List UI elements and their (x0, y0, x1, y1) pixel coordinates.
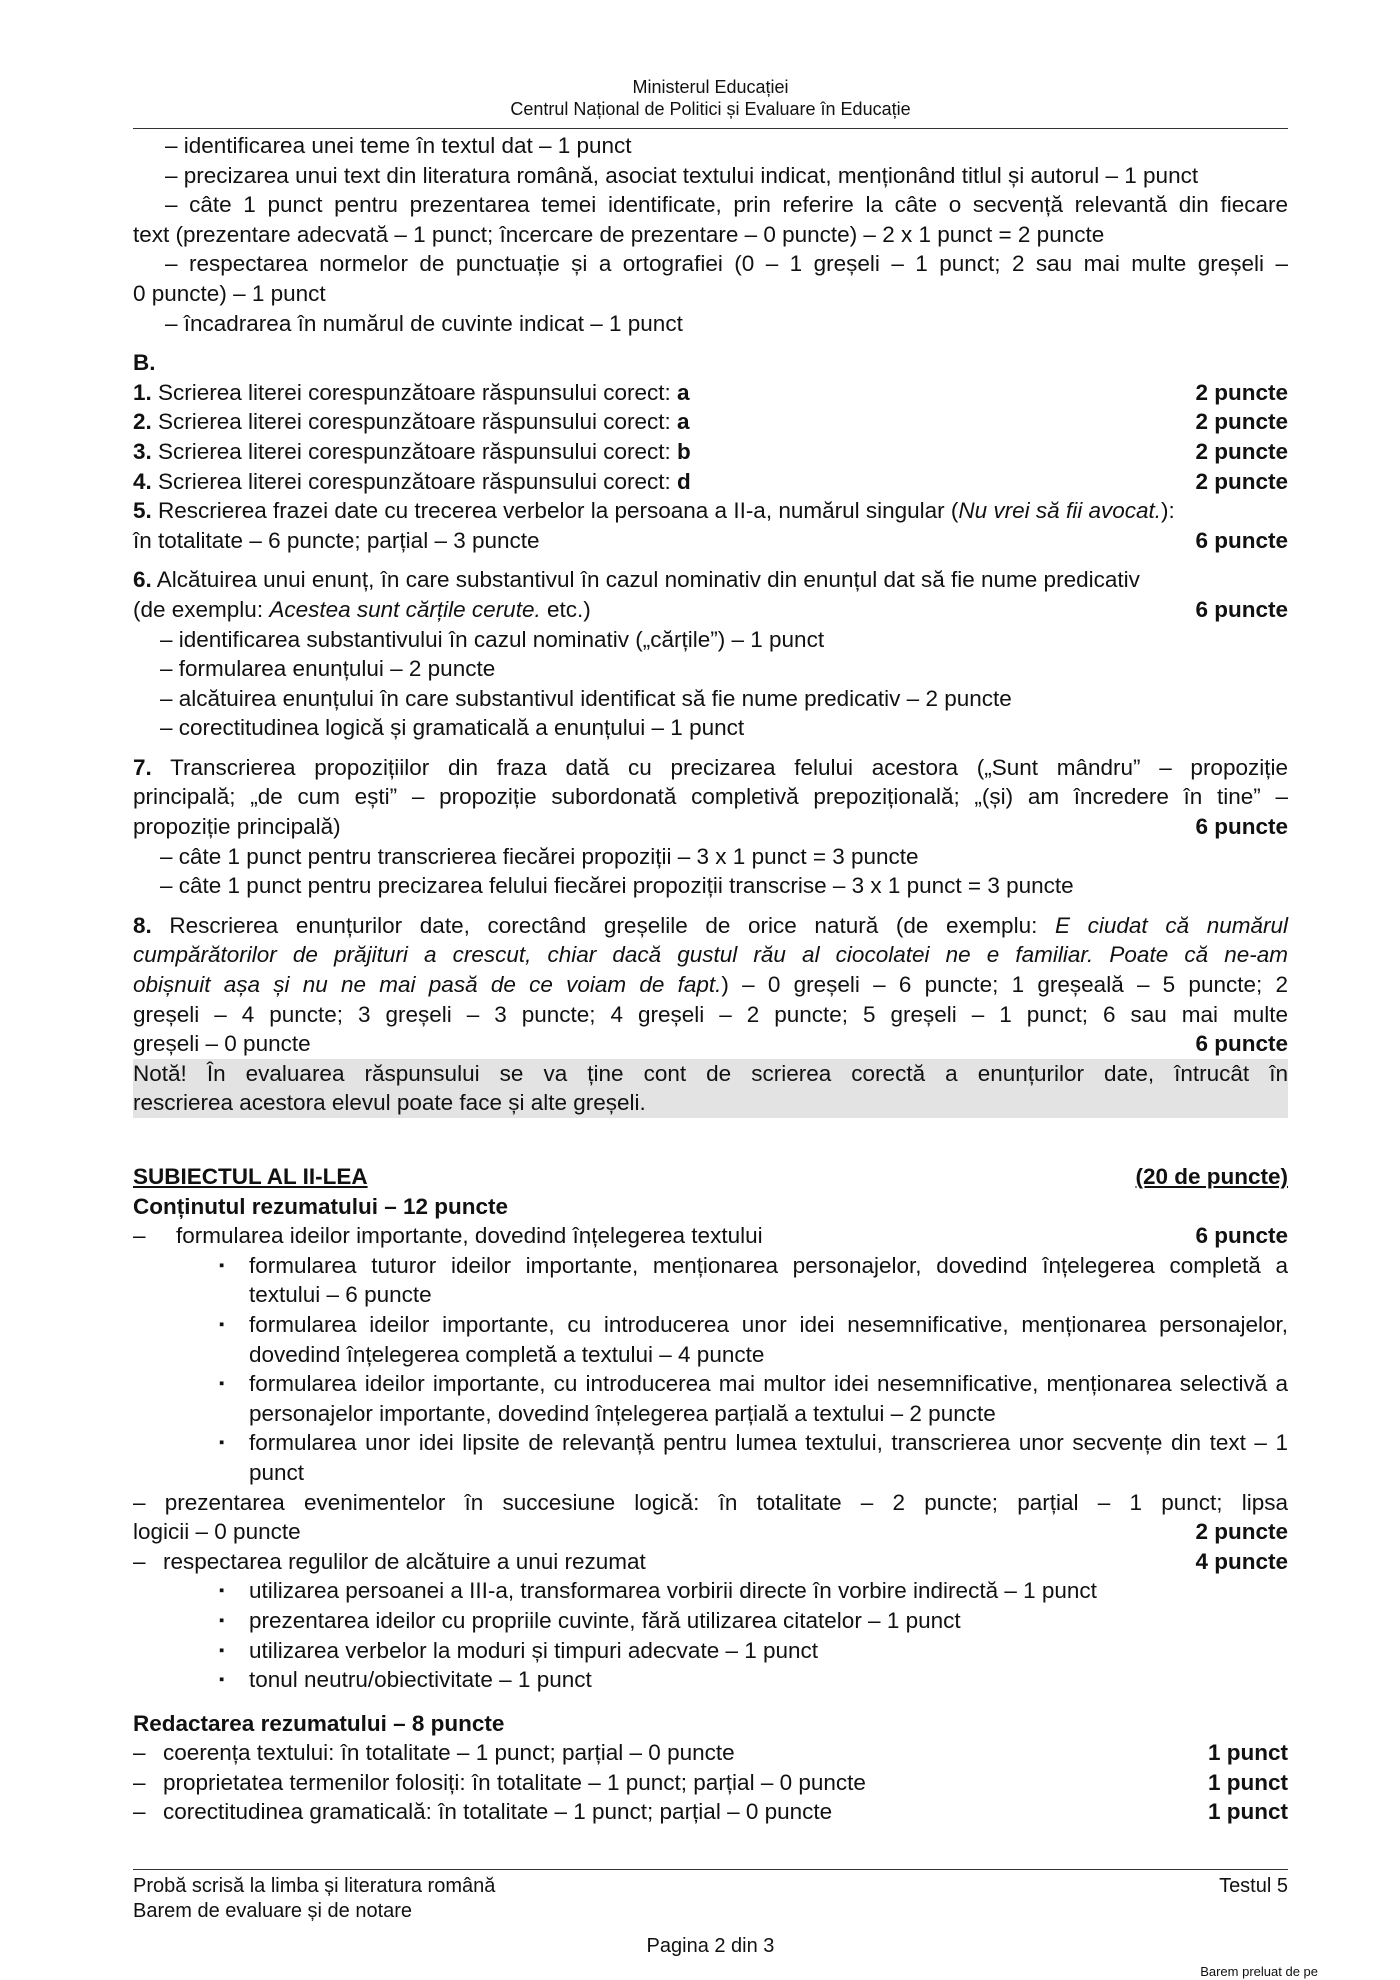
editing-criterion: – corectitudinea gramaticală: în totalitate – 1 punct; parțial – 0 puncte 1 punct (133, 1797, 1288, 1827)
points: 2 puncte (1195, 379, 1288, 405)
footer-exam-name: Probă scrisă la limba și literatura română (133, 1875, 496, 1897)
criterion-line: – câte 1 punct pentru transcrierea fiecărei propoziții – 3 x 1 punct = 3 puncte (160, 843, 919, 869)
question-7: 7. Transcrierea propozițiilor din fraza dată cu precizarea felului acestora („Sunt mândru” – propoziție principală; „de cum ești” – propoziție subordonată completivă prepozițională; „(și) am încredere în tine” – propoziție principală) 6 puncte – câte 1 punct pentru transcrierea fiecărei propoziții – 3 x 1 punct = 3 puncte – câte 1 punct pentru precizarea felului fiecărei propoziții transcrise – 3 x 1 punct = 3 puncte (133, 753, 1288, 901)
list-item: ▪ utilizarea persoanei a III-a, transformarea vorbirii directe în vorbire indirectă – 1 punct (133, 1576, 1288, 1606)
note-box (133, 1059, 1288, 1118)
editing-criterion: – coerența textului: în totalitate – 1 punct; parțial – 0 puncte 1 punct (133, 1738, 1288, 1768)
square-bullet-icon: ▪ (219, 1434, 225, 1452)
list-item: ▪ tonul neutru/obiectivitate – 1 punct (133, 1665, 1288, 1695)
dash-marker: – (133, 1769, 146, 1795)
page-footer (133, 1874, 1288, 1959)
answer-letter: b (677, 438, 691, 464)
criterion-line: – identificarea substantivului în cazul nominativ („cărțile”) – 1 punct (160, 626, 825, 652)
subject-2-total: (20 de puncte) (1135, 1164, 1288, 1189)
question-4: 4. Scrierea literei corespunzătoare răspunsului corect: d 2 puncte (133, 467, 1288, 497)
page-header (133, 0, 1288, 120)
square-bullet-icon: ▪ (219, 1641, 225, 1659)
criterion-ideas: ‒ formularea ideilor importante, dovedind înțelegerea textului 6 puncte (133, 1221, 1288, 1251)
points: 1 punct (1207, 1799, 1288, 1825)
criterion-rules: ‒ respectarea regulilor de alcătuire a unui rezumat 4 puncte (133, 1547, 1288, 1577)
points: 4 puncte (1195, 1548, 1288, 1574)
list-item: ▪ prezentarea ideilor cu propriile cuvinte, fără utilizarea citatelor – 1 punct (133, 1606, 1288, 1636)
criterion-line: – câte 1 punct pentru precizarea felului fiecărei propoziții transcrise – 3 x 1 punct = 3 puncte (160, 873, 1074, 899)
criterion-line: ‒ încadrarea în numărul de cuvinte indicat – 1 punct (165, 310, 683, 336)
header-ministry: Ministerul Educației (632, 77, 789, 97)
note-line: Notă! În evaluarea răspunsului se va ține cont de scrierea corectă a enunțurilor date, întrucât în (133, 1060, 1288, 1086)
square-bullet-icon: ▪ (219, 1611, 225, 1629)
criterion-line: ‒ identificarea unei teme în textul dat – 1 punct (165, 133, 632, 158)
footer-rule (133, 1869, 1288, 1870)
question-1: 1. Scrierea literei corespunzătoare răspunsului corect: a 2 puncte (133, 378, 1288, 408)
points: 6 puncte (1195, 527, 1288, 553)
source-note: Barem preluat de pe (1200, 1964, 1318, 1979)
criterion-line: – formularea enunțului – 2 puncte (160, 656, 496, 682)
square-bullet-icon: ▪ (219, 1315, 225, 1333)
dash-marker: – (133, 1740, 146, 1766)
section-b-label: B. (133, 350, 156, 376)
list-item: ▪ formularea ideilor importante, cu introducerea mai multor idei nesemnificative, menționarea selectivă a personajelor importante, dovedind înțelegerea parțială a textului – 2 puncte (133, 1369, 1288, 1428)
header-center: Centrul Național de Politici și Evaluare în Educație (510, 99, 911, 119)
square-bullet-icon: ▪ (219, 1671, 225, 1689)
criterion-line: – corectitudinea logică și gramaticală a enunțului – 1 punct (160, 715, 745, 741)
criterion-line: ‒ câte 1 punct pentru prezentarea temei identificate, prin referire la câte o secvență relevantă din fiecare (165, 192, 1288, 218)
criterion-line: 0 puncte) – 1 punct (133, 280, 326, 306)
square-bullet-icon: ▪ (219, 1375, 225, 1393)
list-item: ▪ formularea unor idei lipsite de relevanță pentru lumea textului, transcrierea unor secvențe din text – 1 punct (133, 1428, 1288, 1487)
page-number: Pagina 2 din 3 (646, 1935, 775, 1957)
note-line: rescrierea acestora elevul poate face și alte greșeli. (133, 1090, 646, 1116)
criterion-line: – alcătuirea enunțului în care substantivul identificat să fie nume predicativ – 2 puncte (160, 685, 1012, 711)
dash-marker: ‒ (133, 1548, 146, 1574)
document-page (133, 0, 1288, 1827)
criterion-line: ‒ precizarea unui text din literatura română, asociat textului indicat, menționând titlul și autorul – 1 punct (165, 162, 1199, 188)
dash-marker: – (133, 1799, 146, 1825)
list-item: ▪ formularea ideilor importante, cu introducerea unor idei nesemnificative, menționarea personajelor, dovedind înțelegerea completă a textului – 4 puncte (133, 1310, 1288, 1369)
criterion-line: text (prezentare adecvată – 1 punct; încercare de prezentare – 0 puncte) – 2 x 1 punct = 2 puncte (133, 221, 1105, 247)
points: 2 puncte (1195, 438, 1288, 464)
criterion-line: ‒ respectarea normelor de punctuație și a ortografiei (0 – 1 greșeli – 1 punct; 2 sau mai multe greșeli – (165, 251, 1288, 277)
dash-marker: ‒ (133, 1223, 146, 1249)
points: 6 puncte (1195, 596, 1288, 622)
content-heading: Conținutul rezumatului – 12 puncte (133, 1193, 509, 1219)
points: 6 puncte (1195, 1223, 1288, 1249)
points: 2 puncte (1195, 409, 1288, 435)
section-a-tail (133, 131, 1288, 338)
question-2: 2. Scrierea literei corespunzătoare răspunsului corect: a 2 puncte (133, 407, 1288, 437)
question-3: 3. Scrierea literei corespunzătoare răspunsului corect: b 2 puncte (133, 437, 1288, 467)
editing-criterion: – proprietatea termenilor folosiți: în totalitate – 1 punct; parțial – 0 puncte 1 punct (133, 1768, 1288, 1798)
answer-letter: a (677, 379, 690, 405)
question-8: 8. Rescrierea enunțurilor date, corectând greșelile de orice natură (de exemplu: E ciudat că numărul cumpărătorilor de prăjituri a crescut, chiar dacă gustul rău al ciocolatei ne e familiar. Poate că ne-am obișnuit așa și nu ne mai pasă de ce voiam de fapt.) – 0 greșeli – 6 puncte; 1 greșeală – 5 puncte; 2 greșeli – 4 puncte; 3 greșeli – 3 puncte; 4 greșeli – 2 puncte; 5 greșeli – 1 punct; 6 sau mai multe greșeli – 0 puncte 6 puncte Notă! În evaluarea răspunsului se va ține cont de scrierea corectă a enunțurilor date, întrucât în rescrierea acestora elevul poate face și alte greșeli. (133, 911, 1288, 1118)
subject-2-title: SUBIECTUL AL II-LEA (133, 1164, 368, 1189)
points: 1 punct (1207, 1740, 1288, 1766)
answer-letter: a (677, 409, 690, 435)
list-item: ▪ utilizarea verbelor la moduri și timpuri adecvate – 1 punct (133, 1636, 1288, 1666)
question-6: 6. Alcătuirea unui enunț, în care substantivul în cazul nominativ din enunțul dat să fie nume predicativ (de exemplu: Acestea sunt cărțile cerute. etc.) 6 puncte – identificarea substantivului în cazul nominativ („cărțile”) – 1 punct – formularea enunțului – 2 puncte – alcătuirea enunțului în care substantivul identificat să fie nume predicativ – 2 puncte – corectitudinea logică și gramaticală a enunțului – 1 punct (133, 565, 1288, 743)
points: 2 puncte (1195, 468, 1288, 494)
question-5: 5. Rescrierea frazei date cu trecerea verbelor la persoana a II-a, numărul singular (Nu vrei să fii avocat.): în totalitate – 6 puncte; parțial – 3 puncte 6 puncte (133, 496, 1288, 555)
answer-letter: d (677, 468, 691, 494)
points: 6 puncte (1195, 1031, 1288, 1057)
footer-document-type: Barem de evaluare și de notare (133, 1900, 413, 1922)
subject-2-heading (133, 1162, 1288, 1192)
footer-test-number: Testul 5 (1219, 1875, 1288, 1897)
list-item: ▪ formularea tuturor ideilor importante, menționarea personajelor, dovedind înțelegerea completă a textului – 6 puncte (133, 1251, 1288, 1310)
header-rule (133, 128, 1288, 129)
square-bullet-icon: ▪ (219, 1582, 225, 1600)
points: 1 punct (1207, 1769, 1288, 1795)
square-bullet-icon: ▪ (219, 1256, 225, 1274)
points: 6 puncte (1195, 814, 1288, 840)
criterion-logic: ‒ prezentarea evenimentelor în succesiune logică: în totalitate – 2 puncte; parțial – 1 punct; lipsa logicii – 0 puncte 2 puncte (133, 1488, 1288, 1547)
editing-heading: Redactarea rezumatului – 8 puncte (133, 1710, 505, 1736)
points: 2 puncte (1195, 1519, 1288, 1545)
